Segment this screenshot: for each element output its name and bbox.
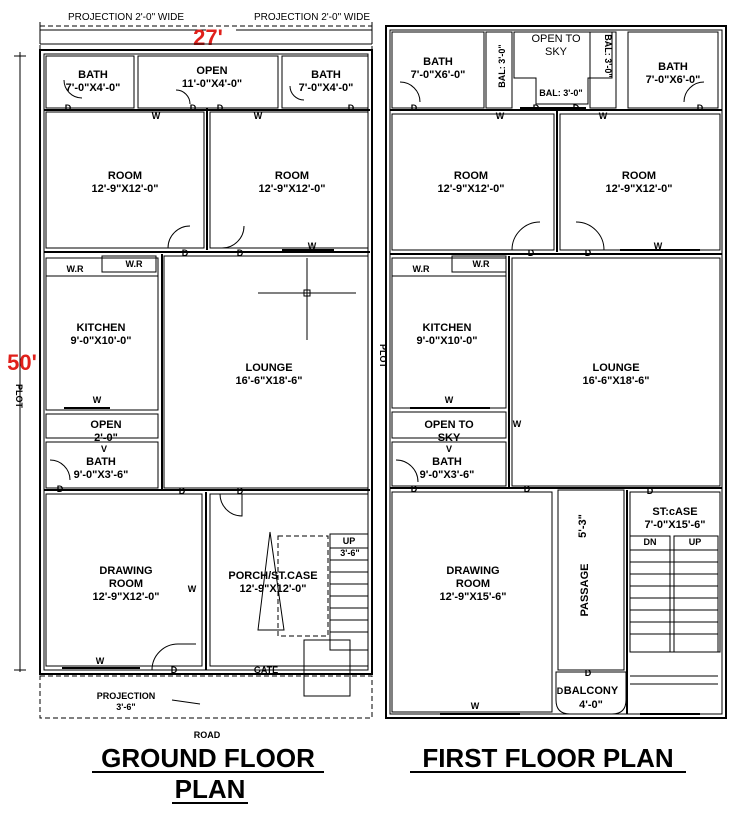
ff-balcony-name: BALCONY	[563, 685, 619, 697]
ff-window-mark: W	[512, 419, 522, 429]
plan-titles	[92, 743, 686, 804]
gf-door-mark: D	[170, 665, 178, 675]
gf-door-mark: D	[64, 103, 72, 113]
first-floor-plan	[386, 26, 726, 718]
ff-door-mark: D	[527, 248, 535, 258]
gf-drawing-size: 12'-9"X12'-0"	[92, 591, 160, 603]
ff-open-sky-name2: SKY	[544, 46, 568, 58]
ff-room-left-size: 12'-9"X12'-0"	[437, 183, 505, 195]
ff-bal-mid: BAL: 3'-0"	[539, 88, 583, 98]
gf-bath-left-name: BATH	[78, 69, 108, 81]
gf-stair-width: 3'-6"	[340, 548, 360, 558]
ff-bal-left: BAL: 3'-0"	[497, 44, 507, 88]
gf-bath-left-size: 7'-0"X4'-0"	[65, 82, 121, 94]
gf-door-mark: D	[56, 484, 64, 494]
height-label: 50'	[7, 350, 37, 375]
gf-porch-size: 12'-9"X12'-0"	[239, 583, 307, 595]
ff-lounge-name: LOUNGE	[592, 362, 640, 374]
gf-porch-name: PORCH/ST.CASE	[228, 570, 318, 582]
ff-open-sky-mid-name2: SKY	[437, 432, 461, 444]
gf-door-mark: D	[178, 486, 186, 496]
ff-bath-left-name: BATH	[423, 56, 453, 68]
plot-label-left: PLOT	[14, 384, 24, 408]
ff-room-right-size: 12'-9"X12'-0"	[605, 183, 673, 195]
ff-drawing-name2: ROOM	[455, 578, 491, 590]
ff-stair-up: UP	[688, 537, 702, 547]
ff-door-mark: D	[572, 103, 580, 113]
gf-stair-up: UP	[342, 536, 356, 546]
ff-window-mark: W	[444, 395, 454, 405]
top-dimensions	[40, 12, 372, 50]
ff-open-sky-mid-name: OPEN TO	[424, 419, 474, 431]
gf-window-mark: W	[253, 111, 263, 121]
left-dimension	[7, 52, 37, 672]
width-label: 27'	[193, 25, 223, 50]
ff-door-mark: D	[696, 103, 704, 113]
ff-bath-mid-name: BATH	[432, 456, 462, 468]
projection-left-label: PROJECTION 2'-0" WIDE	[67, 12, 185, 23]
ff-room-left-name: ROOM	[453, 170, 489, 182]
gf-lounge-name: LOUNGE	[245, 362, 293, 374]
ff-room-right-name: ROOM	[621, 170, 657, 182]
gf-wr-right: W.R	[125, 259, 143, 269]
ff-passage-name: PASSAGE	[579, 563, 591, 617]
gf-door-mark: D	[216, 103, 224, 113]
ff-window-mark: W	[653, 241, 663, 251]
ff-kitchen-size: 9'-0"X10'-0"	[416, 335, 478, 347]
ff-title: FIRST FLOOR PLAN	[422, 743, 674, 773]
gf-door-mark: D	[347, 103, 355, 113]
gf-bath-mid-size: 9'-0"X3'-6"	[73, 469, 129, 481]
gf-drawing-name: DRAWING	[99, 565, 153, 577]
gf-bath-mid-name: BATH	[86, 456, 116, 468]
ff-drawing-size: 12'-9"X15'-6"	[439, 591, 507, 603]
gf-drawing-name2: ROOM	[108, 578, 144, 590]
ff-window-mark: W	[598, 111, 608, 121]
projection-right-label: PROJECTION 2'-0" WIDE	[253, 12, 371, 23]
gf-open-top-name: OPEN	[196, 65, 228, 77]
gf-wr-left: W.R	[66, 264, 84, 274]
gf-door-mark: D	[236, 248, 244, 258]
gf-room-right-name: ROOM	[274, 170, 310, 182]
gf-gate-label: GATE	[253, 665, 279, 675]
gf-bath-right-name: BATH	[311, 69, 341, 81]
ff-bath-right-name: BATH	[658, 61, 688, 73]
ff-stair-dn: DN	[643, 537, 657, 547]
gf-room-left-name: ROOM	[107, 170, 143, 182]
ff-stcase-name: ST:cASE	[652, 506, 698, 518]
gf-open-mid-name: OPEN	[90, 419, 122, 431]
ff-door-mark: D	[584, 248, 592, 258]
gf-door-mark: D	[236, 486, 244, 496]
gf-door-mark: D	[189, 103, 197, 113]
ff-wr-right: W.R	[472, 259, 490, 269]
ff-wr-left: W.R	[412, 264, 430, 274]
gf-room-right-size: 12'-9"X12'-0"	[258, 183, 326, 195]
ff-door-mark: D	[410, 103, 418, 113]
ff-bath-right-size: 7'-0"X6'-0"	[645, 74, 701, 86]
ff-door-mark: D	[523, 484, 531, 494]
ff-balcony-size: 4'-0"	[579, 699, 603, 711]
ff-stcase-size: 7'-0"X15'-6"	[644, 519, 706, 531]
ff-bath-mid-size: 9'-0"X3'-6"	[419, 469, 475, 481]
gf-room-left-size: 12'-9"X12'-0"	[91, 183, 159, 195]
gf-kitchen-size: 9'-0"X10'-0"	[70, 335, 132, 347]
gf-vent-mark: V	[100, 444, 108, 454]
gf-road-label: ROAD	[193, 730, 221, 740]
gf-plot-label: PLOT	[378, 344, 388, 368]
ff-passage-size: 5'-3"	[577, 514, 589, 538]
gf-window-mark: W	[92, 395, 102, 405]
ff-open-sky-name: OPEN TO	[531, 33, 581, 45]
gf-open-top-size: 11'-0"X4'-0"	[181, 78, 243, 90]
ff-door-mark: D	[646, 486, 654, 496]
ff-window-mark: W	[495, 111, 505, 121]
gf-title-line2: PLAN	[174, 774, 246, 804]
gf-projection-size: 3'-6"	[116, 702, 136, 712]
ff-drawing-name: DRAWING	[446, 565, 500, 577]
ff-vent-mark: V	[445, 444, 453, 454]
ff-door-mark: D	[532, 103, 540, 113]
gf-door-mark: D	[181, 248, 189, 258]
gf-open-mid-size: 2'-0"	[94, 432, 118, 444]
gf-window-mark: W	[95, 656, 105, 666]
ff-door-mark: D	[584, 668, 592, 678]
gf-window-mark: W	[187, 584, 197, 594]
ff-door-mark: D	[410, 484, 418, 494]
gf-window-mark: W	[307, 241, 317, 251]
ground-stair-treads	[330, 548, 368, 632]
ff-bath-left-size: 7'-0"X6'-0"	[410, 69, 466, 81]
gf-lounge-size: 16'-6"X18'-6"	[235, 375, 303, 387]
gf-title-line1: GROUND FLOOR	[101, 743, 315, 773]
gf-projection-label: PROJECTION	[96, 691, 156, 701]
gf-bath-right-size: 7'-0"X4'-0"	[298, 82, 354, 94]
ff-bal-right: BAL: 3'-0"	[603, 34, 613, 78]
ff-door-mark: D	[556, 686, 564, 696]
first-stair-treads	[630, 536, 718, 652]
ff-window-mark: W	[470, 701, 480, 711]
gf-window-mark: W	[151, 111, 161, 121]
gf-kitchen-name: KITCHEN	[76, 322, 126, 334]
ff-kitchen-name: KITCHEN	[422, 322, 472, 334]
ground-floor-plan	[40, 50, 388, 740]
ff-lounge-size: 16'-6"X18'-6"	[582, 375, 650, 387]
